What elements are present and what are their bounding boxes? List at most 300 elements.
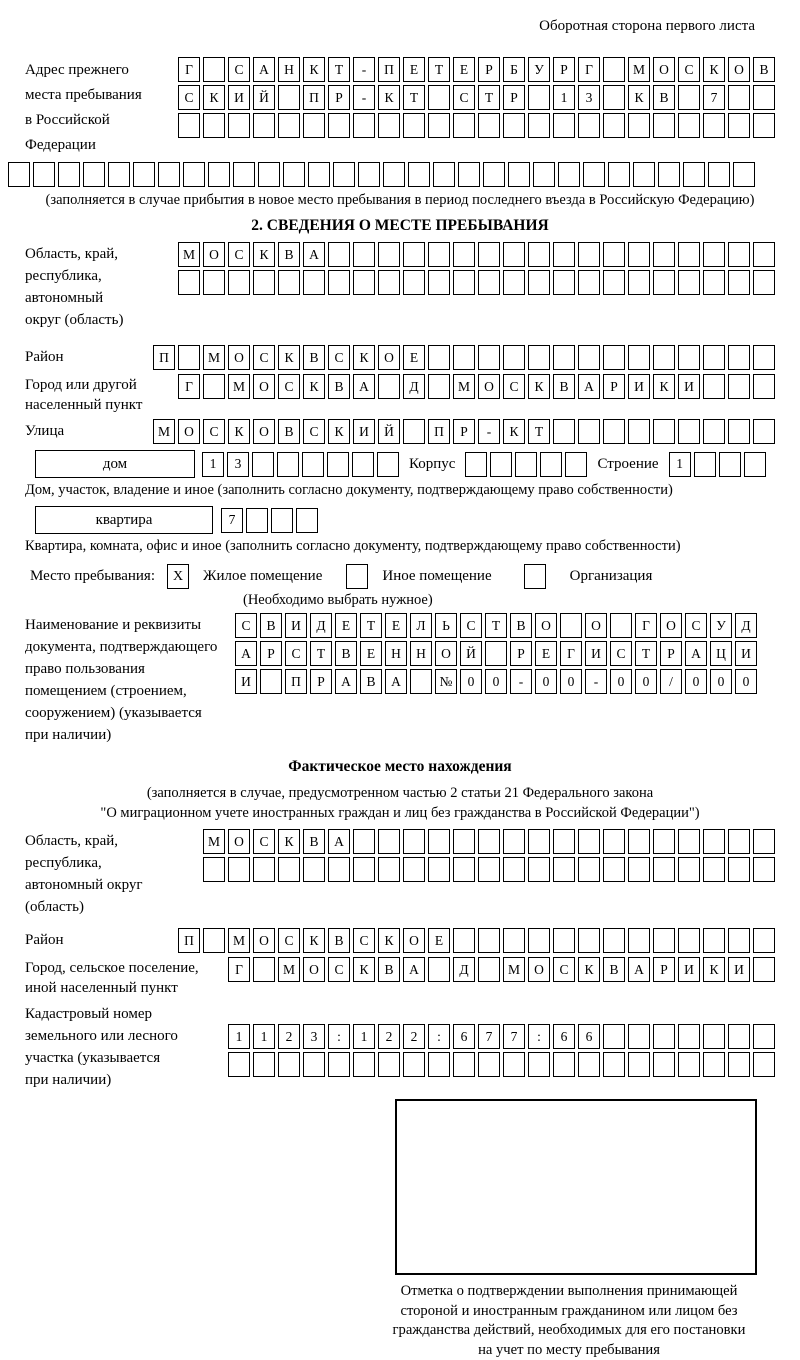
char-cell[interactable]: О [228, 345, 250, 370]
char-cell[interactable] [108, 162, 130, 187]
char-cell[interactable]: Р [503, 85, 525, 110]
char-cell[interactable] [353, 113, 375, 138]
char-cell[interactable]: И [285, 613, 307, 638]
char-cell[interactable]: П [178, 928, 200, 953]
char-cell[interactable] [383, 162, 405, 187]
char-cell[interactable]: 3 [303, 1024, 325, 1049]
char-cell[interactable] [278, 270, 300, 295]
char-cell[interactable] [271, 508, 293, 533]
char-cell[interactable]: - [353, 57, 375, 82]
char-cell[interactable]: 2 [403, 1024, 425, 1049]
char-cell[interactable] [465, 452, 487, 477]
char-cell[interactable]: О [203, 242, 225, 267]
char-cell[interactable] [694, 452, 716, 477]
char-cell[interactable]: № [435, 669, 457, 694]
char-cell[interactable] [515, 452, 537, 477]
char-cell[interactable] [83, 162, 105, 187]
char-cell[interactable] [558, 162, 580, 187]
char-cell[interactable]: С [278, 928, 300, 953]
char-cell[interactable] [278, 857, 300, 882]
char-cell[interactable] [703, 113, 725, 138]
char-cell[interactable] [578, 857, 600, 882]
char-cell[interactable] [403, 857, 425, 882]
char-cell[interactable]: Й [460, 641, 482, 666]
char-cell[interactable] [578, 270, 600, 295]
char-cell[interactable] [503, 270, 525, 295]
char-cell[interactable] [678, 1024, 700, 1049]
char-cell[interactable] [503, 829, 525, 854]
char-cell[interactable] [353, 829, 375, 854]
char-cell[interactable] [578, 1052, 600, 1077]
char-cell[interactable]: С [178, 85, 200, 110]
char-cell[interactable] [478, 113, 500, 138]
char-cell[interactable] [478, 857, 500, 882]
char-cell[interactable]: Р [603, 374, 625, 399]
char-cell[interactable] [553, 345, 575, 370]
char-cell[interactable]: Р [328, 85, 350, 110]
char-cell[interactable]: С [278, 374, 300, 399]
char-cell[interactable]: О [728, 57, 750, 82]
char-cell[interactable] [578, 419, 600, 444]
apartment-box[interactable] [35, 506, 213, 534]
char-cell[interactable] [283, 162, 305, 187]
char-cell[interactable]: О [585, 613, 607, 638]
char-cell[interactable] [683, 162, 705, 187]
char-cell[interactable]: С [253, 829, 275, 854]
char-cell[interactable] [378, 113, 400, 138]
char-cell[interactable]: В [653, 85, 675, 110]
char-cell[interactable] [503, 928, 525, 953]
char-cell[interactable]: Г [178, 374, 200, 399]
char-cell[interactable] [260, 669, 282, 694]
char-cell[interactable]: Г [560, 641, 582, 666]
char-cell[interactable] [628, 113, 650, 138]
char-cell[interactable] [453, 1052, 475, 1077]
char-cell[interactable]: 0 [635, 669, 657, 694]
char-cell[interactable] [610, 613, 632, 638]
char-cell[interactable]: И [353, 419, 375, 444]
char-cell[interactable] [560, 613, 582, 638]
char-cell[interactable] [308, 162, 330, 187]
char-cell[interactable]: Р [260, 641, 282, 666]
char-cell[interactable] [528, 1052, 550, 1077]
char-cell[interactable] [428, 345, 450, 370]
char-cell[interactable]: А [685, 641, 707, 666]
char-cell[interactable]: А [628, 957, 650, 982]
char-cell[interactable]: Т [360, 613, 382, 638]
char-cell[interactable]: И [628, 374, 650, 399]
char-cell[interactable]: М [228, 374, 250, 399]
char-cell[interactable]: Р [310, 669, 332, 694]
char-cell[interactable]: Е [403, 345, 425, 370]
char-cell[interactable] [352, 452, 374, 477]
char-cell[interactable]: В [553, 374, 575, 399]
char-cell[interactable] [528, 270, 550, 295]
char-cell[interactable] [203, 57, 225, 82]
char-cell[interactable]: В [510, 613, 532, 638]
char-cell[interactable] [503, 113, 525, 138]
char-cell[interactable]: Г [578, 57, 600, 82]
char-cell[interactable]: У [528, 57, 550, 82]
char-cell[interactable] [653, 928, 675, 953]
char-cell[interactable]: Т [428, 57, 450, 82]
char-cell[interactable]: О [653, 57, 675, 82]
char-cell[interactable] [603, 928, 625, 953]
char-cell[interactable]: А [403, 957, 425, 982]
char-cell[interactable]: М [203, 345, 225, 370]
char-cell[interactable] [453, 113, 475, 138]
char-cell[interactable]: 1 [553, 85, 575, 110]
char-cell[interactable] [533, 162, 555, 187]
char-cell[interactable] [553, 857, 575, 882]
char-cell[interactable] [178, 270, 200, 295]
char-cell[interactable] [252, 452, 274, 477]
char-cell[interactable] [478, 829, 500, 854]
char-cell[interactable]: О [435, 641, 457, 666]
char-cell[interactable] [353, 270, 375, 295]
char-cell[interactable]: Е [360, 641, 382, 666]
char-cell[interactable] [277, 452, 299, 477]
char-cell[interactable]: М [153, 419, 175, 444]
char-cell[interactable] [233, 162, 255, 187]
char-cell[interactable]: 0 [485, 669, 507, 694]
char-cell[interactable] [653, 113, 675, 138]
char-cell[interactable] [744, 452, 766, 477]
char-cell[interactable]: Д [310, 613, 332, 638]
char-cell[interactable]: / [660, 669, 682, 694]
char-cell[interactable] [253, 857, 275, 882]
char-cell[interactable] [403, 270, 425, 295]
char-cell[interactable]: И [678, 374, 700, 399]
char-cell[interactable] [428, 242, 450, 267]
char-cell[interactable] [628, 1052, 650, 1077]
char-cell[interactable]: А [253, 57, 275, 82]
char-cell[interactable] [565, 452, 587, 477]
char-cell[interactable]: Ц [710, 641, 732, 666]
char-cell[interactable]: Н [410, 641, 432, 666]
char-cell[interactable]: 0 [685, 669, 707, 694]
char-cell[interactable]: С [253, 345, 275, 370]
char-cell[interactable] [508, 162, 530, 187]
char-cell[interactable] [428, 270, 450, 295]
char-cell[interactable]: А [235, 641, 257, 666]
char-cell[interactable]: К [303, 57, 325, 82]
char-cell[interactable] [628, 928, 650, 953]
char-cell[interactable] [178, 113, 200, 138]
char-cell[interactable] [353, 1052, 375, 1077]
char-cell[interactable]: С [678, 57, 700, 82]
char-cell[interactable]: 2 [378, 1024, 400, 1049]
char-cell[interactable]: 7 [503, 1024, 525, 1049]
char-cell[interactable]: О [403, 928, 425, 953]
char-cell[interactable]: К [278, 829, 300, 854]
char-cell[interactable]: - [353, 85, 375, 110]
char-cell[interactable] [433, 162, 455, 187]
char-cell[interactable] [703, 829, 725, 854]
char-cell[interactable]: Т [328, 57, 350, 82]
char-cell[interactable]: К [378, 85, 400, 110]
char-cell[interactable] [553, 113, 575, 138]
char-cell[interactable] [628, 270, 650, 295]
char-cell[interactable] [753, 1024, 775, 1049]
char-cell[interactable]: Д [403, 374, 425, 399]
char-cell[interactable]: М [278, 957, 300, 982]
char-cell[interactable] [703, 374, 725, 399]
char-cell[interactable]: И [235, 669, 257, 694]
char-cell[interactable]: А [578, 374, 600, 399]
char-cell[interactable]: В [260, 613, 282, 638]
char-cell[interactable] [478, 1052, 500, 1077]
char-cell[interactable]: Й [378, 419, 400, 444]
char-cell[interactable] [328, 270, 350, 295]
char-cell[interactable] [428, 374, 450, 399]
char-cell[interactable]: Т [403, 85, 425, 110]
char-cell[interactable]: М [453, 374, 475, 399]
char-cell[interactable] [678, 242, 700, 267]
char-cell[interactable] [203, 928, 225, 953]
char-cell[interactable] [540, 452, 562, 477]
char-cell[interactable] [378, 857, 400, 882]
char-cell[interactable] [528, 857, 550, 882]
char-cell[interactable]: Г [178, 57, 200, 82]
char-cell[interactable] [378, 242, 400, 267]
char-cell[interactable] [458, 162, 480, 187]
char-cell[interactable] [703, 242, 725, 267]
char-cell[interactable]: О [228, 829, 250, 854]
char-cell[interactable] [728, 242, 750, 267]
char-cell[interactable] [303, 113, 325, 138]
char-cell[interactable] [578, 113, 600, 138]
char-cell[interactable] [628, 242, 650, 267]
char-cell[interactable] [728, 419, 750, 444]
char-cell[interactable]: В [328, 928, 350, 953]
char-cell[interactable]: С [303, 419, 325, 444]
char-cell[interactable] [58, 162, 80, 187]
char-cell[interactable]: К [303, 928, 325, 953]
char-cell[interactable] [603, 857, 625, 882]
char-cell[interactable]: С [553, 957, 575, 982]
char-cell[interactable] [603, 270, 625, 295]
char-cell[interactable] [719, 452, 741, 477]
char-cell[interactable] [377, 452, 399, 477]
char-cell[interactable]: О [478, 374, 500, 399]
char-cell[interactable] [753, 242, 775, 267]
char-cell[interactable] [678, 857, 700, 882]
char-cell[interactable]: - [478, 419, 500, 444]
checkbox-organization[interactable] [524, 564, 546, 589]
char-cell[interactable] [258, 162, 280, 187]
char-cell[interactable]: К [228, 419, 250, 444]
char-cell[interactable] [728, 374, 750, 399]
char-cell[interactable] [328, 113, 350, 138]
char-cell[interactable] [478, 242, 500, 267]
char-cell[interactable] [753, 374, 775, 399]
char-cell[interactable]: М [178, 242, 200, 267]
char-cell[interactable] [653, 345, 675, 370]
char-cell[interactable]: Е [403, 57, 425, 82]
char-cell[interactable]: И [678, 957, 700, 982]
char-cell[interactable] [33, 162, 55, 187]
char-cell[interactable]: 6 [553, 1024, 575, 1049]
char-cell[interactable] [753, 928, 775, 953]
char-cell[interactable] [228, 1052, 250, 1077]
char-cell[interactable] [678, 345, 700, 370]
char-cell[interactable]: : [528, 1024, 550, 1049]
char-cell[interactable] [208, 162, 230, 187]
char-cell[interactable] [583, 162, 605, 187]
char-cell[interactable]: 6 [453, 1024, 475, 1049]
char-cell[interactable]: 0 [735, 669, 757, 694]
char-cell[interactable]: С [460, 613, 482, 638]
char-cell[interactable]: С [353, 928, 375, 953]
char-cell[interactable]: 7 [221, 508, 243, 533]
char-cell[interactable] [653, 1024, 675, 1049]
char-cell[interactable] [378, 1052, 400, 1077]
char-cell[interactable]: К [253, 242, 275, 267]
char-cell[interactable] [408, 162, 430, 187]
char-cell[interactable] [203, 374, 225, 399]
char-cell[interactable] [703, 270, 725, 295]
char-cell[interactable] [603, 242, 625, 267]
char-cell[interactable] [410, 669, 432, 694]
char-cell[interactable] [703, 419, 725, 444]
char-cell[interactable]: Е [535, 641, 557, 666]
char-cell[interactable] [658, 162, 680, 187]
char-cell[interactable]: У [710, 613, 732, 638]
char-cell[interactable] [478, 928, 500, 953]
char-cell[interactable] [678, 1052, 700, 1077]
char-cell[interactable] [753, 270, 775, 295]
char-cell[interactable] [703, 1024, 725, 1049]
char-cell[interactable] [503, 857, 525, 882]
char-cell[interactable] [753, 829, 775, 854]
char-cell[interactable] [728, 1024, 750, 1049]
char-cell[interactable] [253, 113, 275, 138]
char-cell[interactable] [428, 85, 450, 110]
char-cell[interactable]: 0 [460, 669, 482, 694]
checkbox-residential[interactable]: X [167, 564, 189, 589]
char-cell[interactable] [178, 345, 200, 370]
char-cell[interactable]: А [303, 242, 325, 267]
char-cell[interactable] [753, 419, 775, 444]
char-cell[interactable]: В [278, 419, 300, 444]
char-cell[interactable] [708, 162, 730, 187]
char-cell[interactable] [603, 345, 625, 370]
char-cell[interactable]: 6 [578, 1024, 600, 1049]
char-cell[interactable]: В [328, 374, 350, 399]
char-cell[interactable] [728, 829, 750, 854]
char-cell[interactable] [753, 957, 775, 982]
char-cell[interactable]: 0 [710, 669, 732, 694]
char-cell[interactable] [578, 829, 600, 854]
char-cell[interactable]: М [228, 928, 250, 953]
char-cell[interactable] [753, 113, 775, 138]
char-cell[interactable]: Ь [435, 613, 457, 638]
char-cell[interactable]: С [328, 345, 350, 370]
char-cell[interactable] [403, 419, 425, 444]
char-cell[interactable]: К [328, 419, 350, 444]
char-cell[interactable]: - [585, 669, 607, 694]
char-cell[interactable]: Т [478, 85, 500, 110]
char-cell[interactable] [528, 928, 550, 953]
char-cell[interactable] [8, 162, 30, 187]
char-cell[interactable] [328, 242, 350, 267]
char-cell[interactable] [678, 85, 700, 110]
char-cell[interactable] [133, 162, 155, 187]
char-cell[interactable]: 7 [478, 1024, 500, 1049]
char-cell[interactable]: Б [503, 57, 525, 82]
char-cell[interactable] [528, 113, 550, 138]
char-cell[interactable] [753, 85, 775, 110]
char-cell[interactable] [628, 345, 650, 370]
char-cell[interactable] [678, 113, 700, 138]
char-cell[interactable]: Г [228, 957, 250, 982]
char-cell[interactable]: О [528, 957, 550, 982]
char-cell[interactable] [303, 270, 325, 295]
char-cell[interactable]: П [428, 419, 450, 444]
char-cell[interactable] [753, 1052, 775, 1077]
char-cell[interactable] [653, 419, 675, 444]
char-cell[interactable]: И [735, 641, 757, 666]
char-cell[interactable]: П [285, 669, 307, 694]
char-cell[interactable] [453, 345, 475, 370]
char-cell[interactable] [653, 1052, 675, 1077]
char-cell[interactable] [478, 957, 500, 982]
char-cell[interactable] [753, 857, 775, 882]
char-cell[interactable] [428, 113, 450, 138]
char-cell[interactable]: П [378, 57, 400, 82]
char-cell[interactable] [628, 857, 650, 882]
char-cell[interactable]: П [153, 345, 175, 370]
char-cell[interactable] [253, 1052, 275, 1077]
char-cell[interactable]: О [378, 345, 400, 370]
char-cell[interactable] [728, 928, 750, 953]
char-cell[interactable] [503, 242, 525, 267]
char-cell[interactable]: А [385, 669, 407, 694]
char-cell[interactable] [296, 508, 318, 533]
char-cell[interactable] [503, 345, 525, 370]
char-cell[interactable] [327, 452, 349, 477]
char-cell[interactable]: М [203, 829, 225, 854]
char-cell[interactable] [490, 452, 512, 477]
char-cell[interactable]: К [353, 957, 375, 982]
char-cell[interactable] [678, 419, 700, 444]
char-cell[interactable] [728, 85, 750, 110]
char-cell[interactable] [478, 270, 500, 295]
char-cell[interactable] [628, 419, 650, 444]
char-cell[interactable] [358, 162, 380, 187]
char-cell[interactable] [603, 419, 625, 444]
char-cell[interactable] [483, 162, 505, 187]
char-cell[interactable]: 2 [278, 1024, 300, 1049]
char-cell[interactable] [183, 162, 205, 187]
char-cell[interactable]: И [728, 957, 750, 982]
char-cell[interactable]: А [328, 829, 350, 854]
char-cell[interactable] [203, 270, 225, 295]
char-cell[interactable] [728, 113, 750, 138]
char-cell[interactable]: К [703, 957, 725, 982]
char-cell[interactable]: Д [735, 613, 757, 638]
char-cell[interactable] [203, 857, 225, 882]
char-cell[interactable] [278, 113, 300, 138]
char-cell[interactable]: С [685, 613, 707, 638]
char-cell[interactable] [553, 1052, 575, 1077]
char-cell[interactable]: Р [510, 641, 532, 666]
char-cell[interactable] [628, 829, 650, 854]
char-cell[interactable] [703, 345, 725, 370]
char-cell[interactable] [378, 829, 400, 854]
char-cell[interactable] [703, 857, 725, 882]
